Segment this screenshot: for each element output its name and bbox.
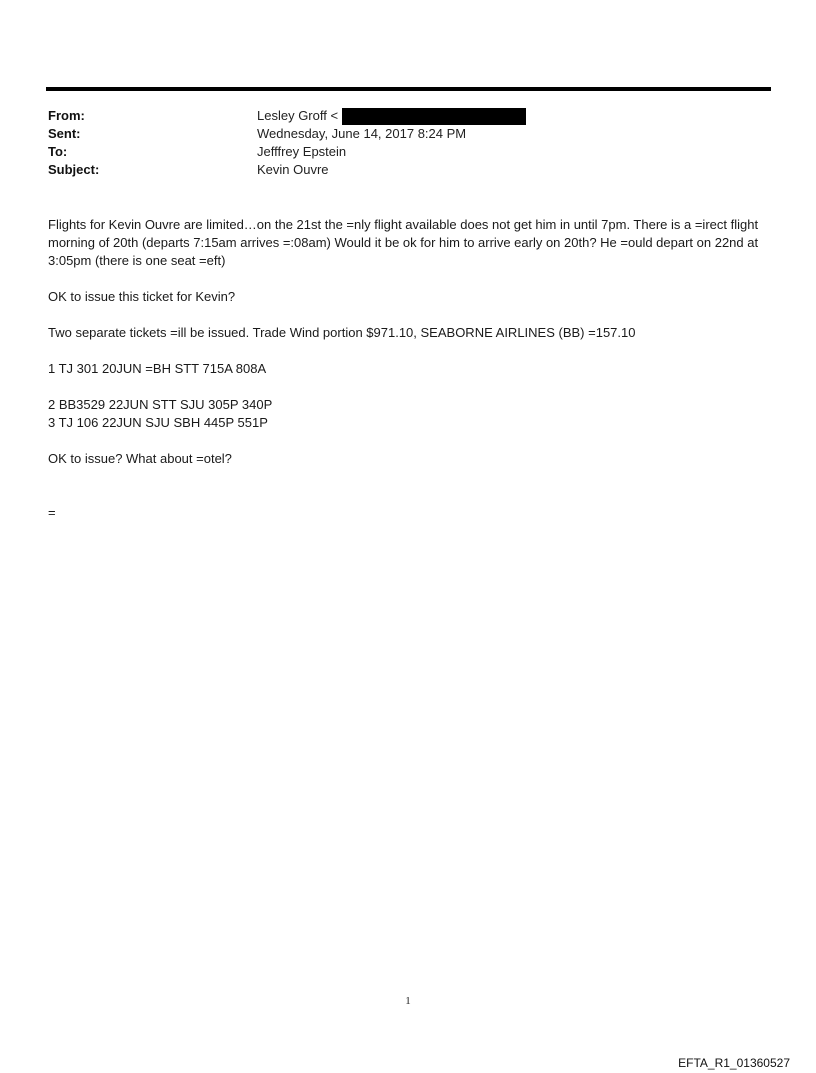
- from-label: From:: [48, 108, 85, 123]
- redaction-box: [342, 108, 526, 125]
- email-body: [48, 216, 773, 522]
- body-line: Two separate tickets =ill be issued. Trade Wind portion $971.10, SEABORNE AIRLINES (BB) =157.10: [48, 325, 636, 340]
- body-line: =: [48, 505, 56, 520]
- itinerary-line: 1 TJ 301 20JUN =BH STT 715A 808A: [48, 361, 267, 376]
- subject-row: [48, 161, 768, 179]
- page-number: 1: [405, 995, 411, 1007]
- sent-value: Wednesday, June 14, 2017 8:24 PM: [257, 126, 467, 141]
- itinerary-line: 3 TJ 106 22JUN SJU SBH 445P 551P: [48, 415, 268, 430]
- subject-value: Kevin Ouvre: [257, 162, 329, 177]
- body-line: OK to issue this ticket for Kevin?: [48, 289, 236, 304]
- email-headers: [48, 107, 768, 179]
- to-label: To:: [48, 144, 68, 159]
- itinerary-line: 2 BB3529 22JUN STT SJU 305P 340P: [48, 397, 273, 412]
- bates-number: EFTA_R1_01360527: [678, 1056, 790, 1070]
- body-line: OK to issue? What about =otel?: [48, 451, 232, 466]
- body-paragraph: Flights for Kevin Ouvre are limited…on the 21st the =nly flight available does not get him in until 7pm. There is a =irect flight morning of 20th (departs 7:15am arrives =:08am) Would it be ok for him to arrive early on 20th? He =ould depart on 22nd at 3:05pm (there is one seat =eft): [48, 217, 759, 268]
- from-value: [257, 107, 526, 125]
- from-row: [48, 107, 768, 125]
- subject-label: Subject:: [48, 162, 100, 177]
- sent-row: [48, 125, 768, 143]
- sent-label: Sent:: [48, 126, 81, 141]
- from-name: Lesley Groff <: [257, 108, 339, 123]
- to-value: Jefffrey Epstein: [257, 144, 347, 159]
- header-rule: [46, 87, 771, 91]
- to-row: [48, 143, 768, 161]
